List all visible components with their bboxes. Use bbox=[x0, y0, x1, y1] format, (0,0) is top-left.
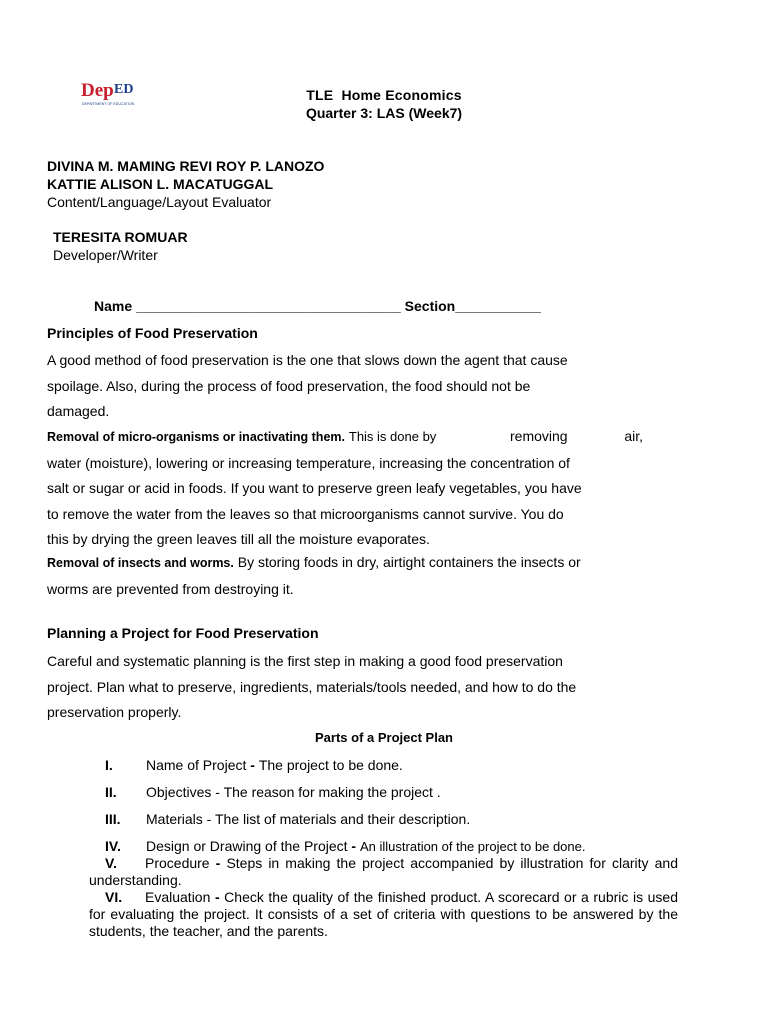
p1-word-air: air, bbox=[624, 428, 643, 444]
intro-paragraph bbox=[47, 348, 643, 425]
name-label: Name bbox=[94, 298, 133, 314]
evaluators-block bbox=[47, 157, 324, 211]
plan-item-term: Name of Project bbox=[146, 757, 247, 773]
planning-line: project. Plan what to preserve, ingredients, materials/tools needed, and how to do the bbox=[47, 678, 577, 695]
p2-line: worms are prevented from destroying it. bbox=[47, 580, 294, 597]
plan-item-number: I. bbox=[105, 757, 113, 773]
plan-item-sep: - bbox=[347, 838, 360, 854]
p1-line: this by drying the green leaves till all the moisture evaporates. bbox=[47, 531, 430, 547]
plan-item-term: Design or Drawing of the Project bbox=[146, 838, 348, 854]
p1-rest: This is done by bbox=[348, 429, 437, 444]
plan-item-desc: An illustration of the project to be done. bbox=[360, 839, 586, 854]
plan-item-number: III. bbox=[105, 811, 121, 827]
developer-block bbox=[53, 228, 188, 264]
planning-line: preservation properly. bbox=[47, 704, 182, 720]
logo-subtext: DEPARTMENT OF EDUCATION bbox=[82, 102, 135, 106]
plan-item-sep: - bbox=[202, 811, 215, 827]
heading-planning: Planning a Project for Food Preservation bbox=[47, 625, 319, 641]
section-label: Section bbox=[404, 298, 456, 314]
removal-microorganisms-paragraph bbox=[47, 424, 643, 553]
section-field[interactable]: ___________ bbox=[455, 298, 541, 314]
heading-principles: Principles of Food Preservation bbox=[47, 325, 258, 341]
plan-item-desc: The list of materials and their description. bbox=[215, 811, 471, 827]
plan-item-term: Materials bbox=[146, 811, 203, 827]
plan-item-sep: - bbox=[211, 784, 224, 800]
plan-item-desc: The reason for making the project . bbox=[223, 784, 441, 800]
developer-name: TERESITA ROMUAR bbox=[53, 229, 188, 245]
plan-item-desc: The project to be done. bbox=[258, 757, 403, 773]
intro-line: A good method of food preservation is the one that slows down the agent that cause bbox=[47, 352, 568, 368]
p1-line: to remove the water from the leaves so that microorganisms cannot survive. You do bbox=[47, 505, 564, 522]
p2-rest: By storing foods in dry, airtight containers the insects or bbox=[237, 554, 581, 570]
plan-item-term: Procedure bbox=[145, 855, 210, 871]
p1-line: salt or sugar or acid in foods. If you want to preserve green leafy vegetables, you have bbox=[47, 480, 582, 496]
plan-item-sep: - bbox=[246, 757, 259, 773]
p1-word-removing: removing bbox=[510, 428, 568, 444]
plan-item-number: IV. bbox=[105, 838, 121, 854]
planning-paragraph bbox=[47, 649, 643, 726]
name-section-row bbox=[94, 298, 541, 314]
plan-item-number: VI. bbox=[105, 889, 123, 905]
plan-item-number: V. bbox=[105, 855, 117, 871]
logo-text-ed: ED bbox=[114, 82, 134, 97]
p1-first-line bbox=[47, 424, 643, 451]
removal-insects-paragraph bbox=[47, 550, 643, 602]
plan-item-term: Objectives bbox=[146, 784, 212, 800]
plan-item-wrapped bbox=[89, 855, 678, 889]
document-subtitle: Quarter 3: LAS (Week7) bbox=[305, 105, 463, 121]
intro-line: spoilage. Also, during the process of food preservation, the food should not be bbox=[47, 377, 531, 394]
evaluators-line-1: DIVINA M. MAMING REVI ROY P. LANOZO bbox=[47, 158, 325, 174]
p2-lead: Removal of insects and worms. bbox=[47, 556, 234, 570]
logo-text-dep: Dep bbox=[81, 80, 114, 101]
evaluators-role: Content/Language/Layout Evaluator bbox=[47, 194, 272, 210]
plan-item-desc: Steps in making the project accompanied by illustration for clarity and understanding. bbox=[89, 855, 678, 888]
developer-role: Developer/Writer bbox=[53, 247, 158, 263]
plan-item-desc: Check the quality of the finished product. A scorecard or a rubric is used for evaluating the project. It consists of a set of criteria with questions to be answered by the students, the teacher, and the parents. bbox=[89, 889, 678, 939]
p1-lead: Removal of micro-organisms or inactivating them. bbox=[47, 430, 345, 444]
intro-line: damaged. bbox=[47, 403, 110, 419]
parts-title: Parts of a Project Plan bbox=[315, 730, 453, 745]
plan-item-sep: - bbox=[209, 855, 227, 871]
plan-item-wrapped bbox=[89, 889, 678, 940]
plan-item-sep: - bbox=[210, 889, 225, 905]
p2-first-line bbox=[47, 550, 643, 577]
name-field[interactable]: __________________________________ bbox=[136, 298, 401, 314]
document-title: TLE Home Economics bbox=[306, 87, 462, 103]
plan-item-number: II. bbox=[105, 784, 117, 800]
p1-line: water (moisture), lowering or increasing temperature, increasing the concentration of bbox=[47, 454, 570, 471]
planning-line: Careful and systematic planning is the first step in making a good food preservation bbox=[47, 653, 563, 669]
plan-item-term: Evaluation bbox=[145, 889, 211, 905]
evaluators-line-2: KATTIE ALISON L. MACATUGGAL bbox=[47, 176, 274, 192]
